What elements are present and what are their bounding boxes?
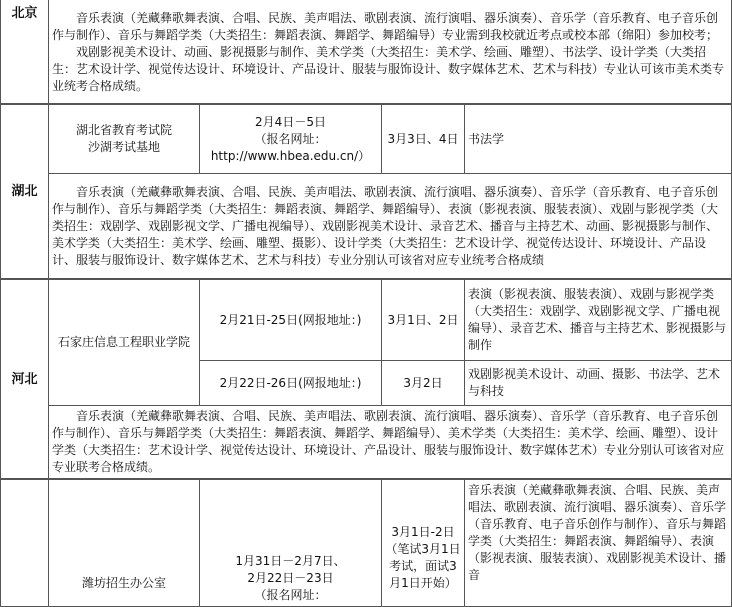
weifang-registration: 1月31日－2月7日、 2月22日－23日 （报名网址： bbox=[200, 479, 382, 607]
hebei-exam-row-1 bbox=[1, 279, 732, 361]
hebei-majors-1: 表演（影视表演、服装表演）、戏剧与影视学类（大类招生：戏剧学、戏剧影视文学、广播电视编导）、录音艺术、播音与主持艺术、影视摄影与制作 bbox=[465, 279, 732, 361]
weifang-exam-row bbox=[1, 479, 732, 607]
province-beijing: 北京 bbox=[1, 0, 49, 104]
hebei-registration-1: 2月21日-25日(网报地址：) bbox=[200, 279, 382, 361]
weifang-majors: 音乐表演（羌藏彝歌舞表演、合唱、民族、美声唱法、歌剧表演、流行演唱、器乐演奏）、音乐学（音乐教育、电子音乐创作与制作）、音乐与舞蹈学类（大类招生：舞蹈表演、舞蹈编导）、表演（影视表演、服装表演）、戏剧影视美术设计、播音 bbox=[465, 479, 732, 607]
province-hubei: 湖北 bbox=[1, 104, 49, 279]
hebei-note-row bbox=[1, 406, 732, 480]
hubei-exam-date: 3月3日、4日 bbox=[382, 104, 465, 174]
hubei-registration: 2月4日－5日 （报名网址： http://www.hbea.edu.cn/） bbox=[200, 104, 382, 174]
beijing-row bbox=[1, 0, 732, 104]
hebei-exam-date-2: 3月2日 bbox=[382, 361, 465, 406]
weifang-exam-date: 3月1日-2日 （笔试3月1日 考试，面试3 月1日开始） bbox=[382, 479, 465, 607]
beijing-note-part1: 音乐表演（羌藏彝歌舞表演、合唱、民族、美声唱法、歌剧表演、流行演唱、器乐演奏）、音乐学（音乐教育、电子音乐创作与制作）、音乐与舞蹈学类（大类招生：舞蹈表演、舞蹈学、舞蹈编导）专业需到我校就近考点或校本部（绵阳）参加校考； bbox=[52, 10, 719, 42]
province-cell-empty bbox=[1, 479, 49, 607]
hubei-exam-row bbox=[1, 104, 732, 174]
weifang-exam-site: 潍坊招生办公室 bbox=[49, 479, 200, 607]
hebei-note: 音乐表演（羌藏彝歌舞表演、合唱、民族、美声唱法、歌剧表演、流行演唱、器乐演奏）、音乐学（音乐教育、电子音乐创作与制作）、音乐与舞蹈学类（大类招生：舞蹈表演、舞蹈学、舞蹈编导）、美术学类（大类招生：美术学、绘画、雕塑）、设计学类（大类招生：艺术设计学、视觉传达设计、环境设计、产品设计、服装与服饰设计、数字媒体艺术）专业分别认可该省对应专业联考合格成绩。 bbox=[49, 406, 732, 480]
hubei-exam-site: 湖北省教育考试院 沙湖考试基地 bbox=[49, 104, 200, 174]
hebei-majors-2: 戏剧影视美术设计、动画、摄影、书法学、艺术与科技 bbox=[465, 361, 732, 406]
hebei-exam-date-1: 3月1日、2日 bbox=[382, 279, 465, 361]
hubei-note-row bbox=[1, 174, 732, 280]
hebei-registration-2: 2月22日-26日(网报地址：) bbox=[200, 361, 382, 406]
hubei-majors: 书法学 bbox=[465, 104, 732, 174]
hubei-note: 音乐表演（羌藏彝歌舞表演、合唱、民族、美声唱法、歌剧表演、流行演唱、器乐演奏）、音乐学（音乐教育、电子音乐创作与制作）、音乐与舞蹈学类（大类招生：舞蹈表演、舞蹈学、舞蹈编导）、表演（影视表演、服装表演）、戏剧与影视学类（大类招生：戏剧学、戏剧影视文学、广播电视编导）、戏剧影视美术设计、录音艺术、播音与主持艺术、动画、影视摄影与制作、美术学类（大类招生：美术学、绘画、雕塑、摄影）、设计学类（大类招生：艺术设计学、视觉传达设计、环境设计、产品设计、服装与服饰设计、数字媒体艺术、艺术与科技）专业分别认可该省对应专业统考合格成绩 bbox=[49, 174, 732, 280]
hebei-exam-site: 石家庄信息工程职业学院 bbox=[49, 279, 200, 406]
province-hebei: 河北 bbox=[1, 279, 49, 479]
beijing-note-part2: 戏剧影视美术设计、动画、影视摄影与制作、美术学类（大类招生：美术学、绘画、雕塑）、书法学、设计学类（大类招生：艺术设计学、视觉传达设计、环境设计、产品设计、服装与服饰设计、数字媒体艺术、艺术与科技）专业认可该市美术类专业统考合格成绩。 bbox=[52, 44, 725, 93]
beijing-note bbox=[49, 0, 732, 104]
